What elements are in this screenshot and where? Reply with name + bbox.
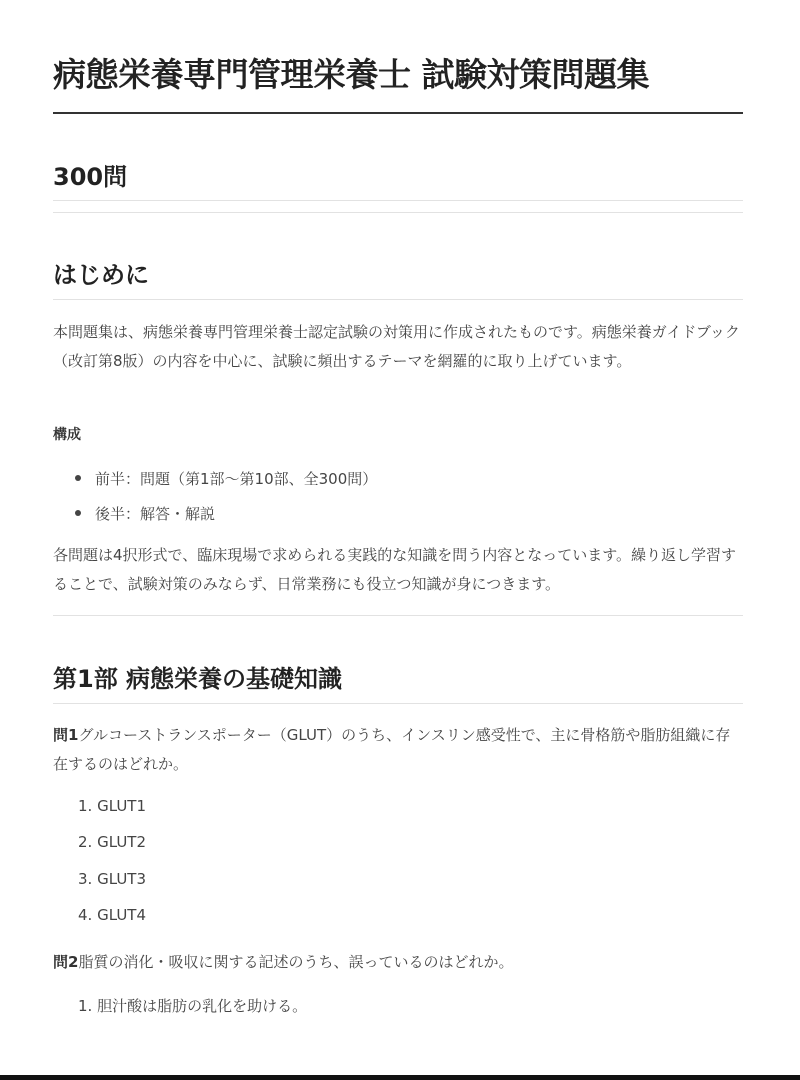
question-text: グルコーストランスポーター（GLUT）のうち、インスリン感受性で、主に骨格筋や脂肪組織に存在するのはどれか。 (53, 726, 731, 773)
intro-heading: はじめに (53, 261, 149, 289)
bullet-icon (75, 475, 81, 481)
structure-item: 後半：解答・解説 (75, 503, 215, 524)
divider (53, 200, 743, 201)
answer-option: 2. GLUT2 (78, 833, 146, 851)
divider (53, 615, 743, 616)
intro-paragraph-1: 本問題集は、病態栄養専門管理栄養士認定試験の対策用に作成されたものです。病態栄養ガイドブック（改訂第8版）の内容を中心に、試験に頻出するテーマを網羅的に取り上げています。 (53, 323, 740, 370)
question-number: 問1 (53, 726, 79, 744)
question-text: 脂質の消化・吸収に関する記述のうち、誤っているのはどれか。 (78, 953, 514, 971)
question-number: 問2 (53, 953, 79, 971)
part1-heading: 第1部 病態栄養の基礎知識 (53, 665, 343, 693)
question-1 (53, 721, 743, 778)
divider (53, 212, 743, 213)
answer-option: 3. GLUT3 (78, 870, 146, 888)
bullet-icon (75, 510, 81, 516)
intro-paragraph-2: 各問題は4択形式で、臨床現場で求められる実践的な知識を問う内容となっています。繰り返し学習することで、試験対策のみならず、日常業務にも役立つ知識が身につきます。 (53, 546, 737, 593)
divider (53, 299, 743, 300)
answer-option: 4. GLUT4 (78, 906, 146, 924)
question-2 (53, 948, 743, 977)
answer-option: 1. 胆汁酸は脂肪の乳化を助ける。 (78, 997, 308, 1015)
answer-option: 1. GLUT1 (78, 797, 146, 815)
structure-label: 構成 (53, 427, 81, 443)
structure-item: 前半：問題（第1部〜第10部、全300問） (75, 468, 377, 489)
title-divider (53, 112, 743, 114)
divider (53, 703, 743, 704)
subtitle: 300問 (53, 163, 128, 191)
page-title: 病態栄養専門管理栄養士 試験対策問題集 (53, 55, 649, 94)
bottom-bar (0, 1075, 800, 1080)
